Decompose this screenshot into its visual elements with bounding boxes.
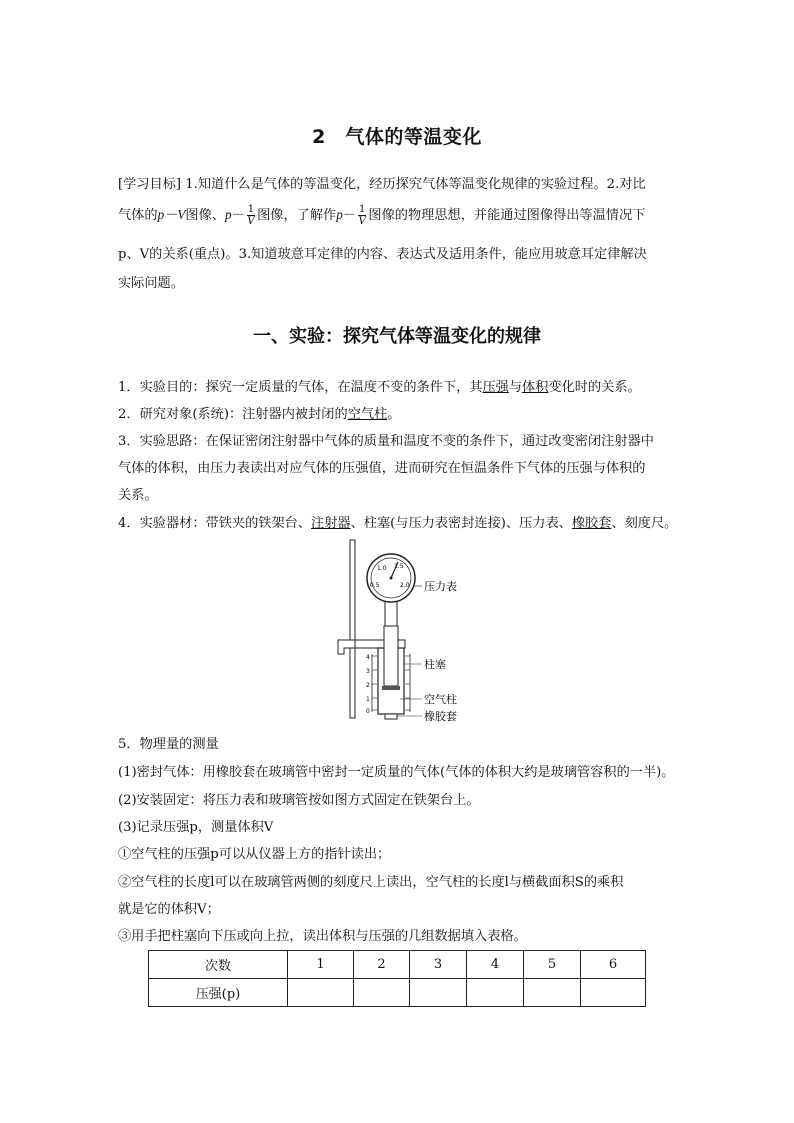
step-2: (2)安装固定：将压力表和玻璃管按如图方式固定在铁架台上。 (118, 793, 480, 808)
item-5-heading: 5．物理量的测量 (118, 737, 219, 752)
scale-tick: 4 (366, 654, 370, 661)
fraction-1-over-v-2: $\frac{1}{V}$ (358, 204, 366, 227)
table-row (149, 979, 646, 1007)
objectives-line-1: [学习目标] 1.知道什么是气体的等温变化，经历探究气体等温变化规律的实验过程。2.对比 (118, 177, 646, 192)
gauge-tick: 2.0 (400, 582, 410, 589)
table-cell (354, 979, 410, 1007)
fraction-1-over-v: $\frac{1}{V}$ (247, 204, 255, 227)
table-col-header: 6 (581, 951, 646, 979)
scale-tick: 2 (366, 682, 370, 689)
gauge-tick: 1.5 (394, 563, 404, 570)
objectives-line-3: p、V的关系(重点)。3.知道玻意耳定律的内容、表达式及适用条件，能应用玻意耳定律解决 (118, 247, 647, 262)
page-title: 2 气体的等温变化 (312, 126, 482, 148)
table-cell (524, 979, 581, 1007)
item-3-line-2: 气体的体积，由压力表读出对应气体的压强值，进而研究在恒温条件下气体的压强与体积的 (118, 461, 646, 476)
sub-step-2-line-2: 就是它的体积V； (118, 902, 220, 917)
scale-tick: 0 (366, 708, 370, 715)
scale-tick: 3 (366, 668, 370, 675)
table-cell (467, 979, 524, 1007)
item-3-line-3: 关系。 (118, 488, 158, 503)
table-header-label: 次数 (149, 951, 288, 979)
item-1: 1．实验目的：探究一定质量的气体，在温度不变的条件下，其压强与体积变化时的关系。 (118, 380, 641, 395)
label-plunger: 柱塞 (424, 658, 446, 671)
label-gauge: 压力表 (424, 580, 457, 593)
objectives-tag: [学习目标] (118, 177, 182, 192)
objectives-line-2: 气体的p－V图像、p－ $\frac{1}{V}$ 图像，了解作p－ $\frac{1}{V}$ 图像的物理思想，并能通过图像得出等温情况下 (118, 204, 646, 227)
item-3-line-1: 3．实验思路：在保证密闭注射器中气体的质量和温度不变的条件下，通过改变密闭注射器中 (118, 434, 654, 449)
table-col-header: 1 (288, 951, 354, 979)
rubber-cap (385, 714, 397, 719)
table-cell (410, 979, 467, 1007)
label-rubber: 橡胶套 (424, 710, 457, 722)
plunger (384, 626, 398, 686)
table-row (149, 951, 646, 979)
stand-rod (350, 540, 355, 718)
table-row-label: 压强(p) (149, 979, 288, 1007)
section-heading: 一、实验：探究气体等温变化的规律 (253, 326, 541, 347)
table-col-header: 2 (354, 951, 410, 979)
gauge-tick: 1.0 (377, 565, 387, 572)
apparatus-figure (330, 536, 480, 722)
table-cell (581, 979, 646, 1007)
table-cell (288, 979, 354, 1007)
sub-step-1: ①空气柱的压强p可以从仪器上方的指针读出； (118, 847, 391, 862)
objectives-line-4: 实际问题。 (118, 276, 184, 291)
gauge-tick: 0.5 (370, 582, 380, 589)
table-col-header: 4 (467, 951, 524, 979)
sub-step-3: ③用手把柱塞向下压或向上拉，读出体积与压强的几组数据填入表格。 (118, 929, 527, 944)
table-col-header: 3 (410, 951, 467, 979)
step-1: (1)密封气体：用橡胶套在玻璃管中密封一定质量的气体(气体的体积大约是玻璃管容积的一半)。 (118, 765, 675, 780)
step-3: (3)记录压强p，测量体积V (118, 820, 274, 835)
sub-step-2-line-1: ②空气柱的长度l可以在玻璃管两侧的刻度尺上读出，空气柱的长度l与横截面积S的乘积 (118, 875, 624, 890)
label-air-column: 空气柱 (424, 693, 457, 706)
scale-tick: 1 (366, 696, 370, 703)
table-col-header: 5 (524, 951, 581, 979)
item-2: 2．研究对象(系统)：注射器内被封闭的空气柱。 (118, 407, 401, 422)
item-4: 4．实验器材：带铁夹的铁架台、注射器、柱塞(与压力表密封连接)、压力表、橡胶套、刻度尺。 (118, 516, 678, 531)
data-table (148, 950, 646, 1007)
